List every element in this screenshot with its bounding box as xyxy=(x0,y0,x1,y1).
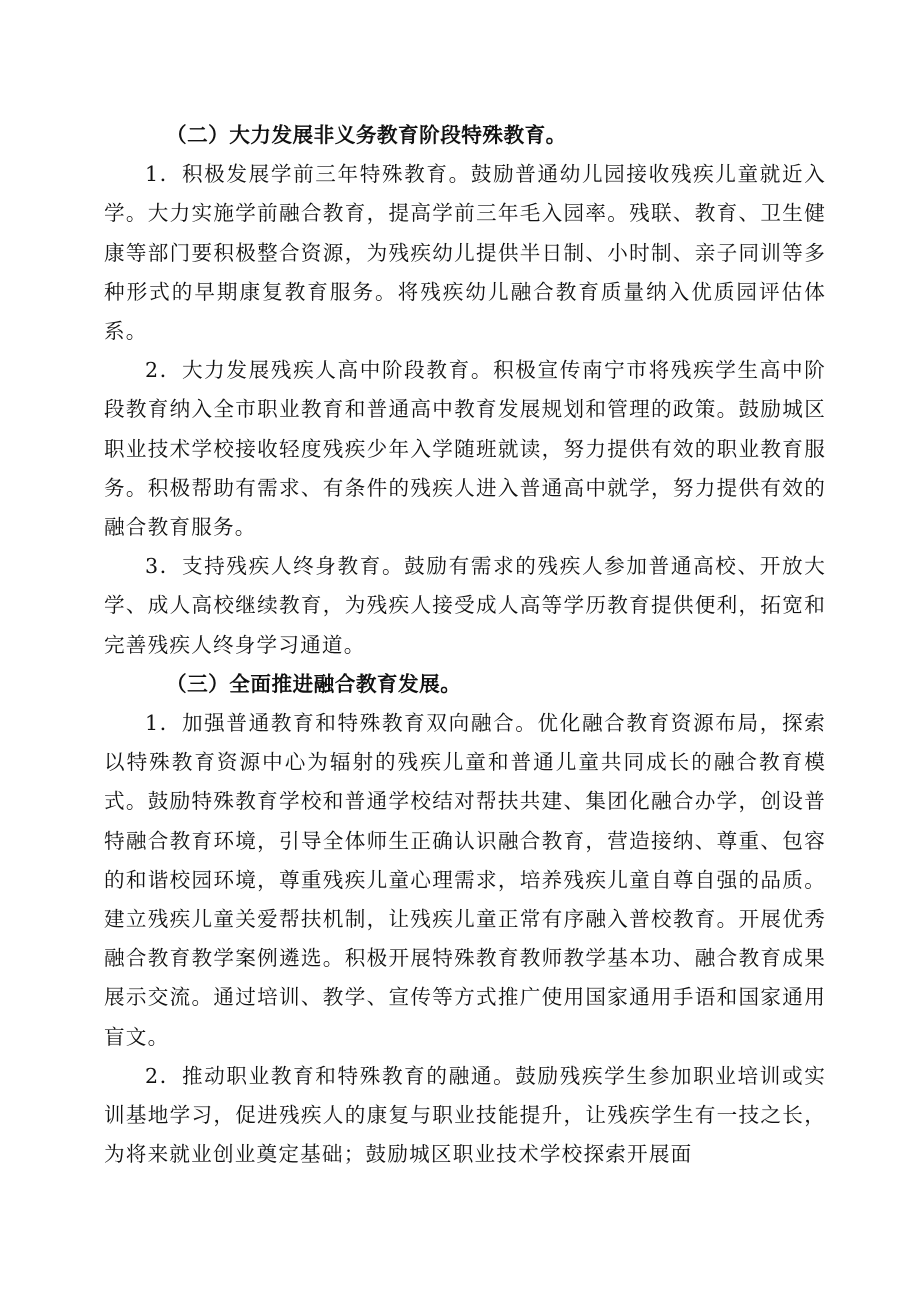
section-heading-3: （三）全面推进融合教育发展。 xyxy=(166,671,462,696)
paragraph-high-school-education: 2．大力发展残疾人高中阶段教育。积极宣传南宁市将残疾学生高中阶段教育纳入全市职业教育和普通高中教育发展规划和管理的政策。鼓励城区职业技术学校接收轻度残疾少年入学随班就读，努力提供有效的职业教育服务。积极帮助有需求、有条件的残疾人进入普通高中就学，努力提供有效的融合教育服务。 xyxy=(104,358,826,540)
section-heading-2: （二）大力发展非义务教育阶段特殊教育。 xyxy=(166,123,567,147)
paragraph-vocational-integration: 2．推动职业教育和特殊教育的融通。鼓励残疾学生参加职业培训或实训基地学习，促进残疾人的康复与职业技能提升，让残疾学生有一技之长，为将来就业创业奠定基础；鼓励城区职业技术学校探索开展面 xyxy=(104,1063,826,1167)
paragraph-lifelong-education: 3．支持残疾人终身教育。鼓励有需求的残疾人参加普通高校、开放大学、成人高校继续教育，为残疾人接受成人高等学历教育提供便利，拓宽和完善残疾人终身学习通道。 xyxy=(104,554,826,657)
document-body xyxy=(104,116,826,1174)
paragraph-preschool-special-education: 1．积极发展学前三年特殊教育。鼓励普通幼儿园接收残疾儿童就近入学。大力实施学前融合教育，提高学前三年毛入园率。残联、教育、卫生健康等部门要积极整合资源，为残疾幼儿提供半日制、小时制、亲子同训等多种形式的早期康复教育服务。将残疾幼儿融合教育质量纳入优质园评估体系。 xyxy=(104,162,826,344)
paragraph-inclusive-education: 1．加强普通教育和特殊教育双向融合。优化融合教育资源布局，探索以特殊教育资源中心为辐射的残疾儿童和普通儿童共同成长的融合教育模式。鼓励特殊教育学校和普通学校结对帮扶共建、集团化融合办学，创设普特融合教育环境，引导全体师生正确认识融合教育，营造接纳、尊重、包容的和谐校园环境，尊重残疾儿童心理需求，培养残疾儿童自尊自强的品质。建立残疾儿童关爱帮扶机制，让残疾儿童正常有序融入普校教育。开展优秀融合教育教学案例遴选。积极开展特殊教育教师教学基本功、融合教育成果展示交流。通过培训、教学、宣传等方式推广使用国家通用手语和国家通用盲文。 xyxy=(104,711,826,1049)
